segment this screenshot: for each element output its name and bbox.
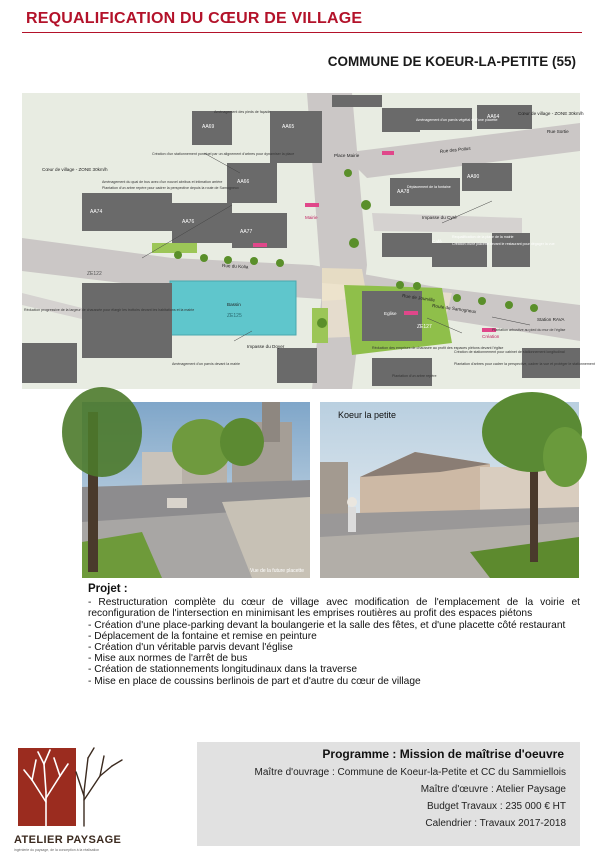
title-divider: [22, 32, 582, 33]
plan-annotation: Plantation d'un arbre repère pour cadrer la perspective depuis la route de Samogneux: [102, 186, 239, 190]
plan-annotation: Déplacement de la fontaine: [407, 185, 451, 189]
perspective-image-placette: [82, 402, 310, 578]
plan-annotation: Création d'une placette devant le restaurant pour dégager la vue: [452, 242, 555, 246]
label-station: Station RAVA: [537, 317, 565, 322]
plan-annotation: Aménagement du quai de bus avec d'un nouvel abribus et intimation arrière: [102, 180, 223, 184]
project-heading: Projet :: [88, 583, 128, 595]
list-item: - Mise aux normes de l'arrêt de bus: [88, 653, 248, 665]
photo-credit: Vue de la future placette: [249, 568, 304, 574]
plan-annotation: Aménagement d'un parvis devant la mairie: [172, 362, 241, 366]
plan-annotation: Réduction progressive de la largeur de chaussée pour élargir les trottoirs devant les habitations et la mairie: [24, 308, 195, 312]
parcel-label: ZE122: [87, 271, 102, 277]
parcel-label: AA90: [467, 174, 480, 180]
list-item: - Mise en place de coussins berlinois de part et d'autre du cœur de village: [88, 675, 421, 687]
label-impasse-cyre: Impasse du Cyré: [422, 215, 457, 220]
logo-wordmark: ATELIER PAYSAGE: [14, 834, 122, 846]
label-coeur-left: Cœur de village - ZONE 30km/h: [42, 167, 108, 172]
label-mairie: Mairie: [305, 215, 318, 220]
calendrier: Calendrier : Travaux 2017-2018: [425, 818, 566, 829]
label-rue-kolia: Rue du Kolia: [221, 263, 249, 270]
plan-annotation: Plantation d'un arbre repère: [392, 374, 437, 378]
logo-tagline: ingénierie du paysage, de la conception à la réalisation: [14, 848, 100, 852]
maitre-ouvrage: Maître d'ouvrage : Commune de Koeur-la-Petite et CC du Sammiellois: [254, 767, 566, 778]
project-list: [88, 597, 580, 687]
label-sortie: Rue Sortie: [547, 129, 569, 134]
label-route-samogneux: Route de Samogneux: [431, 303, 477, 315]
parcel-label: AA74: [90, 209, 103, 215]
programme-panel: [197, 742, 580, 846]
list-item: - Création d'un véritable parvis devant l'église: [88, 642, 293, 654]
label-cafe: Café: [432, 239, 442, 244]
label-bassin: Bassin: [227, 302, 241, 307]
plan-annotation: Requalification de la place de la mairie: [452, 235, 514, 239]
plan-annotation: Aménagement des pieds de façade: [214, 110, 271, 114]
parcel-label: AA69: [202, 124, 215, 130]
maitre-oeuvre: Maître d'œuvre : Atelier Paysage: [420, 784, 566, 795]
plan-annotation: Aménagement d'un parvis végétal et d'une placette: [416, 118, 498, 122]
project-description: [88, 584, 580, 687]
label-eglise: Eglise: [384, 311, 397, 316]
label-creation: Création: [482, 334, 500, 339]
parcel-label: AA64: [487, 114, 500, 120]
budget-travaux: Budget Travaux : 235 000 € HT: [427, 801, 566, 812]
list-item: - Déplacement de la fontaine et remise en peinture: [88, 630, 317, 642]
label-rue-poilus: Rue des Poilus: [439, 145, 471, 154]
photo-label: Koeur la petite: [338, 410, 397, 420]
parcel-label: AA78: [397, 189, 410, 195]
plan-annotation: Création de stationnement pour cabinet de stationnement longitudinal: [454, 350, 565, 354]
plan-annotation: Plantation d'arbres pour cadrer la perspective, cadrer la vue et protéger le stationnement: [454, 362, 595, 366]
site-plan: [22, 93, 595, 389]
plan-annotation: Plantation arbustive au pied du mur de l'église: [492, 328, 566, 332]
label-coeur-right: Cœur de village - ZONE 30km/h: [518, 111, 584, 116]
plan-annotation: Création d'un stationnement ponctuel par un alignement d'arbres pour dynamiser la place: [152, 152, 295, 156]
list-item: - Création d'une place-parking devant la boulangerie et la salle des fêtes, et d'une placette côté restaurant: [88, 619, 566, 631]
parcel-label: AA65: [282, 124, 295, 130]
parcel-label: ZE125: [227, 313, 242, 319]
page-title: REQUALIFICATION DU CŒUR DE VILLAGE: [26, 10, 363, 27]
plan-annotation: Réduction des emprises de chaussée au profit des espaces piétons devant l'église: [372, 346, 504, 350]
parcel-label: AA76: [182, 219, 195, 225]
label-place-mairie: Place Mairie: [334, 153, 360, 158]
parcel-label: AA77: [240, 229, 253, 235]
perspective-image-koeur: [320, 402, 579, 578]
label-impasse-doyer: Impasse du Doyer: [247, 344, 285, 349]
parcel-label: ZE127: [417, 324, 432, 330]
label-rue-jourville: Rue de Jourville: [401, 293, 436, 303]
tree-logo-icon: [14, 742, 132, 834]
parcel-label: AA66: [237, 179, 250, 185]
programme-title: Programme : Mission de maîtrise d'oeuvre: [322, 747, 564, 761]
page-subtitle: COMMUNE DE KOEUR-LA-PETITE (55): [327, 54, 576, 69]
list-item: - Restructuration complète du cœur de village avec modification de l'emplacement de la voirie et reconfiguration de l'intersection en minimisant les emprises routières au profit des espaces piétons: [88, 597, 580, 620]
list-item: - Création de stationnements longitudinaux dans la traverse: [88, 664, 357, 676]
